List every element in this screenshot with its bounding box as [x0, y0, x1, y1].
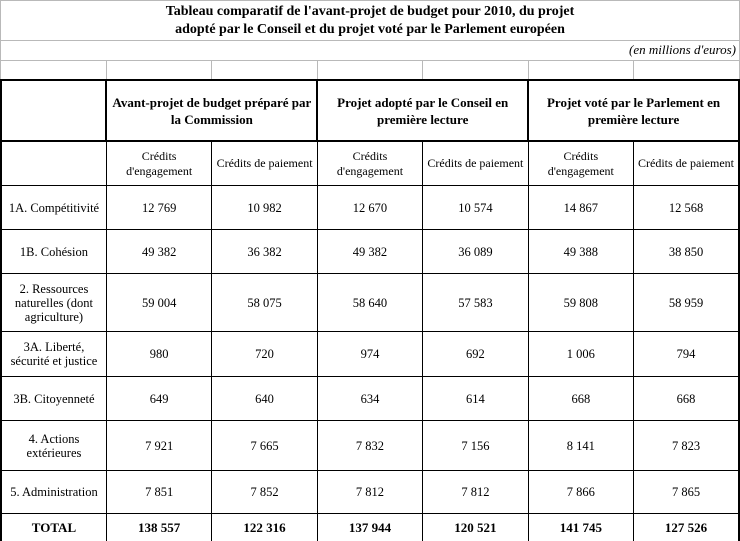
value-cell: 57 583 [423, 274, 528, 332]
value-cell: 49 382 [106, 230, 211, 274]
spacer-cell [212, 61, 318, 79]
subcolumn-header-row [1, 141, 739, 186]
row-label: 2. Ressources naturelles (dont agriculture) [1, 274, 106, 332]
spacer-cell [529, 61, 635, 79]
spacer-grid-row [1, 61, 739, 79]
value-cell: 58 075 [212, 274, 317, 332]
table-row [1, 230, 739, 274]
spacer-cell [423, 61, 529, 79]
total-row [1, 514, 739, 541]
spacer-cell [107, 61, 213, 79]
table-title-line1: Tableau comparatif de l'avant-projet de budget pour 2010, du projet [165, 3, 575, 19]
row-label: 3A. Liberté, sécurité et justice [1, 332, 106, 377]
value-cell: 12 670 [317, 186, 422, 230]
value-cell: 634 [317, 377, 422, 421]
value-cell: 36 382 [212, 230, 317, 274]
subcolumn-header: Crédits de paiement [423, 141, 528, 186]
value-cell: 7 665 [212, 421, 317, 471]
value-cell: 7 156 [423, 421, 528, 471]
table-row [1, 421, 739, 471]
subcolumn-header: Crédits de paiement [634, 141, 739, 186]
value-cell: 720 [212, 332, 317, 377]
total-value-cell: 141 745 [528, 514, 633, 541]
spacer-cell [634, 61, 739, 79]
total-value-cell: 122 316 [212, 514, 317, 541]
value-cell: 7 852 [212, 471, 317, 514]
column-group-parlement: Projet voté par le Parlement en première lecture [528, 80, 739, 141]
value-cell: 974 [317, 332, 422, 377]
value-cell: 58 959 [634, 274, 739, 332]
value-cell: 58 640 [317, 274, 422, 332]
value-cell: 794 [634, 332, 739, 377]
spacer-cell [1, 61, 107, 79]
corner-cell [1, 80, 106, 141]
table-row [1, 471, 739, 514]
row-label: 1A. Compétitivité [1, 186, 106, 230]
row-label: 5. Administration [1, 471, 106, 514]
table-row [1, 186, 739, 230]
value-cell: 12 568 [634, 186, 739, 230]
value-cell: 7 866 [528, 471, 633, 514]
column-group-commission: Avant-projet de budget préparé par la Commission [106, 80, 317, 141]
subcolumn-header: Crédits de paiement [212, 141, 317, 186]
value-cell: 10 574 [423, 186, 528, 230]
value-cell: 692 [423, 332, 528, 377]
value-cell: 49 388 [528, 230, 633, 274]
subcolumn-header: Crédits d'engagement [528, 141, 633, 186]
document-header-section [0, 0, 740, 79]
value-cell: 668 [528, 377, 633, 421]
corner-cell [1, 141, 106, 186]
value-cell: 7 865 [634, 471, 739, 514]
total-value-cell: 137 944 [317, 514, 422, 541]
table-title [1, 1, 739, 41]
value-cell: 640 [212, 377, 317, 421]
value-cell: 12 769 [106, 186, 211, 230]
value-cell: 614 [423, 377, 528, 421]
value-cell: 668 [634, 377, 739, 421]
row-label-total: TOTAL [1, 514, 106, 541]
table-row [1, 377, 739, 421]
value-cell: 10 982 [212, 186, 317, 230]
total-value-cell: 120 521 [423, 514, 528, 541]
subcolumn-header: Crédits d'engagement [106, 141, 211, 186]
units-note: (en millions d'euros) [1, 41, 739, 61]
value-cell: 14 867 [528, 186, 633, 230]
total-value-cell: 138 557 [106, 514, 211, 541]
value-cell: 649 [106, 377, 211, 421]
value-cell: 7 851 [106, 471, 211, 514]
row-label: 4. Actions extérieures [1, 421, 106, 471]
column-group-header-row [1, 80, 739, 141]
row-label: 3B. Citoyenneté [1, 377, 106, 421]
row-label: 1B. Cohésion [1, 230, 106, 274]
value-cell: 36 089 [423, 230, 528, 274]
value-cell: 8 141 [528, 421, 633, 471]
subcolumn-header: Crédits d'engagement [317, 141, 422, 186]
column-group-conseil: Projet adopté par le Conseil en première lecture [317, 80, 528, 141]
value-cell: 7 823 [634, 421, 739, 471]
value-cell: 7 921 [106, 421, 211, 471]
table-row [1, 332, 739, 377]
spacer-cell [318, 61, 424, 79]
budget-comparison-table [0, 79, 740, 541]
value-cell: 7 832 [317, 421, 422, 471]
table-title-line2: adopté par le Conseil et du projet voté par le Parlement européen [175, 21, 565, 37]
value-cell: 59 808 [528, 274, 633, 332]
value-cell: 1 006 [528, 332, 633, 377]
total-value-cell: 127 526 [634, 514, 739, 541]
value-cell: 7 812 [317, 471, 422, 514]
value-cell: 7 812 [423, 471, 528, 514]
value-cell: 38 850 [634, 230, 739, 274]
value-cell: 59 004 [106, 274, 211, 332]
table-row [1, 274, 739, 332]
value-cell: 980 [106, 332, 211, 377]
value-cell: 49 382 [317, 230, 422, 274]
